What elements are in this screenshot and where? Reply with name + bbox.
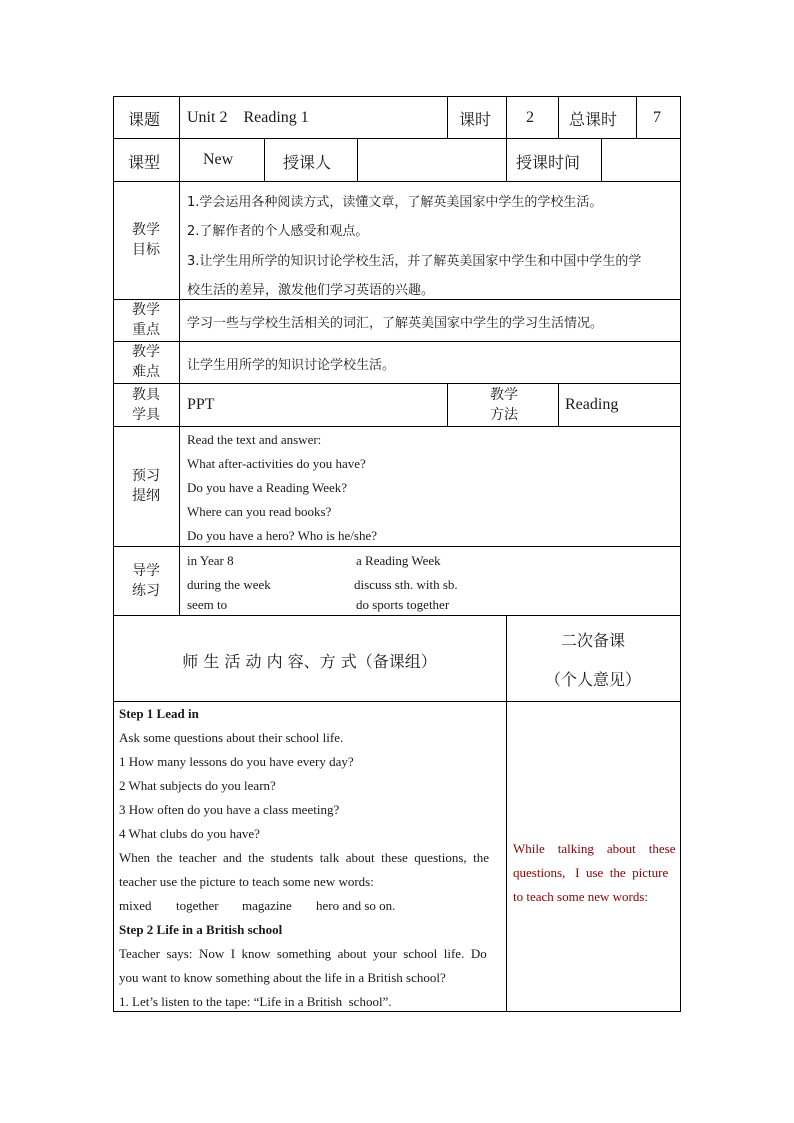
objective-line: 3.让学生用所学的知识讨论学校生活，并了解英美国家中学生和中国中学生的学	[187, 254, 642, 269]
objective-line: 1.学会运用各种阅读方式，读懂文章，了解英美国家中学生的学校生活。	[187, 195, 603, 210]
practice-label-line: 导学	[132, 563, 160, 579]
tools-label-line: 教具	[132, 387, 160, 403]
step1-line: Ask some questions about their school life.	[119, 730, 344, 745]
rule	[113, 615, 681, 616]
rule	[113, 1011, 681, 1012]
rule	[113, 341, 681, 342]
rule	[636, 96, 637, 139]
note-line: to teach some new words:	[513, 889, 649, 904]
difficulties-text: 让学生用所学的知识讨论学校生活。	[187, 358, 396, 373]
rule	[113, 546, 681, 547]
rule	[113, 181, 681, 182]
step1-line: 4 What clubs do you have?	[119, 826, 260, 841]
rule	[558, 96, 559, 139]
step1-line: teacher use the picture to teach some new words:	[119, 874, 374, 889]
method-label	[474, 385, 534, 425]
rule	[179, 96, 180, 616]
step1-title: Step 1 Lead in	[119, 706, 199, 721]
step1-line: 2 What subjects do you learn?	[119, 778, 276, 793]
practice-phrase: discuss sth. with sb.	[354, 577, 458, 592]
objectives-label-line: 目标	[132, 242, 160, 258]
rule	[113, 426, 681, 427]
vocab-word: mixed	[119, 898, 152, 913]
objective-line: 校生活的差异，激发他们学习英语的兴趣。	[187, 283, 435, 298]
preview-label-line: 预习	[132, 468, 160, 484]
method-value: Reading	[565, 396, 619, 413]
note-line: While talking about these	[513, 841, 676, 856]
step2-title: Step 2 Life in a British school	[119, 922, 283, 937]
rule	[601, 138, 602, 182]
tools-label	[113, 385, 179, 425]
key-points-label-line: 重点	[132, 322, 160, 338]
rule	[113, 701, 681, 702]
vocab-word: magazine	[242, 898, 292, 913]
objectives-label-line: 教学	[132, 222, 160, 238]
step2-line: 1. Let’s listen to the tape: “Life in a British school”.	[119, 994, 392, 1009]
rule	[264, 138, 265, 182]
period-label: 课时	[459, 110, 492, 129]
rule	[357, 138, 358, 182]
period-value: 2	[526, 109, 534, 126]
rule	[506, 138, 507, 182]
personal-opinion-heading: （个人意见）	[544, 670, 641, 689]
step2-line: Teacher says: Now I know something about your school life. Do	[119, 946, 487, 961]
step1-line: 3 How often do you have a class meeting?	[119, 802, 340, 817]
rule	[447, 96, 448, 139]
preview-label-line: 提纲	[132, 488, 160, 504]
preview-label	[113, 466, 179, 506]
vocab-word: together	[176, 898, 219, 913]
preview-line: Do you have a hero? Who is he/she?	[187, 528, 378, 543]
preview-line: Do you have a Reading Week?	[187, 480, 348, 495]
rule	[680, 96, 681, 1012]
rule	[447, 383, 448, 427]
preview-line: What after-activities do you have?	[187, 456, 366, 471]
preview-line: Read the text and answer:	[187, 432, 322, 447]
practice-label-line: 练习	[132, 583, 160, 599]
objectives-label	[113, 220, 179, 260]
method-label-line: 方法	[490, 407, 518, 423]
rule	[558, 383, 559, 427]
type-label: 课型	[128, 153, 161, 172]
difficulties-label	[113, 342, 179, 382]
key-points-text: 学习一些与学校生活相关的词汇，了解英美国家中学生的学习生活情况。	[187, 316, 604, 331]
rule	[113, 96, 681, 97]
tools-value: PPT	[187, 396, 215, 413]
method-label-line: 教学	[490, 387, 518, 403]
key-points-label-line: 教学	[132, 302, 160, 318]
second-prep-heading: 二次备课	[560, 631, 625, 650]
rule	[113, 383, 681, 384]
objective-line: 2.了解作者的个人感受和观点。	[187, 224, 369, 239]
total-periods-label: 总课时	[569, 110, 618, 129]
rule	[113, 138, 681, 139]
topic-value: Unit 2 Reading 1	[187, 109, 309, 126]
type-value: New	[203, 151, 234, 168]
note-line: questions, I use the picture	[513, 865, 669, 880]
practice-phrase: during the week	[187, 577, 271, 592]
vocab-word: hero and so on.	[316, 898, 396, 913]
step1-line: When the teacher and the students talk about these questions, the	[119, 850, 490, 865]
activities-heading: 师 生 活 动 内 容、方 式（备课组）	[182, 652, 437, 671]
difficulties-label-line: 教学	[132, 344, 160, 360]
key-points-label	[113, 300, 179, 340]
practice-phrase: do sports together	[356, 597, 450, 612]
total-periods-value: 7	[653, 109, 661, 126]
teacher-label: 授课人	[283, 153, 332, 172]
time-label: 授课时间	[516, 153, 581, 172]
practice-label	[113, 561, 179, 601]
tools-label-line: 学具	[132, 407, 160, 423]
step2-line: you want to know something about the life in a British school?	[119, 970, 446, 985]
topic-label: 课题	[128, 110, 161, 129]
rule	[506, 96, 507, 139]
difficulties-label-line: 难点	[132, 364, 160, 380]
step1-line: 1 How many lessons do you have every day?	[119, 754, 354, 769]
practice-phrase: seem to	[187, 597, 228, 612]
preview-line: Where can you read books?	[187, 504, 332, 519]
rule	[113, 299, 681, 300]
practice-phrase: a Reading Week	[356, 553, 441, 568]
practice-phrase: in Year 8	[187, 553, 234, 568]
